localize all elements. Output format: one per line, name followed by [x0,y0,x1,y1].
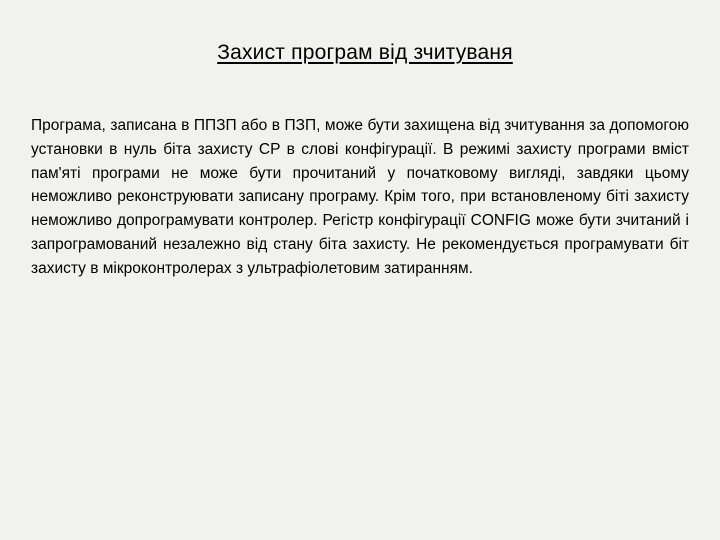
slide-body-text: Програма, записана в ППЗП або в ПЗП, може бути захищена від зчитування за допомогою установки в нуль біта захисту CP в слові конфігурації. В режимі захисту програми вміст пам'яті програми не може бути прочитаний у початковому вигляді, завдяки цьому неможливо реконструювати записану програму. Крім того, при встановленому біті захисту неможливо допрограмувати контролер. Регістр конфігурації CONFIG може бути зчитаний і запрограмований незалежно від стану біта захисту. Не рекомендується програмувати біт захисту в мікроконтролерах з ультрафіолетовим затиранням. [31,117,689,277]
slide-title: Захист програм від зчитуваня [217,41,513,64]
